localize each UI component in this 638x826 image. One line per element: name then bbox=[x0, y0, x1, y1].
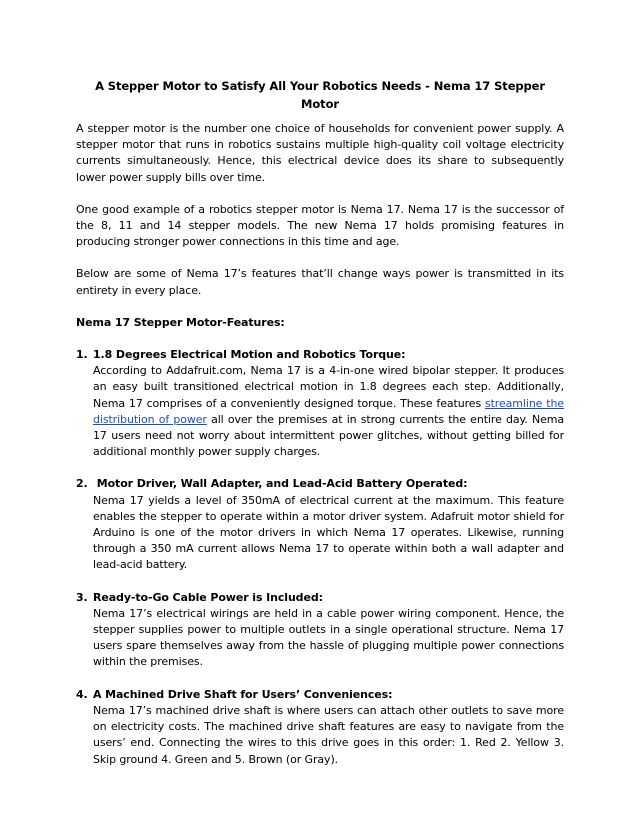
feature-body-text: all over the premises at in strong currents the entire day. Nema 17 users need not worry about intermittent power glitches, without getting billed for additional monthly power supply charges. bbox=[93, 412, 564, 459]
feature-item-4 bbox=[76, 687, 564, 768]
feature-heading-text: A Machined Drive Shaft for Users’ Conveniences: bbox=[93, 687, 393, 701]
feature-heading bbox=[76, 476, 564, 492]
feature-heading bbox=[76, 347, 564, 363]
feature-heading-text: Ready-to-Go Cable Power is Included: bbox=[93, 590, 323, 604]
feature-body: Nema 17’s machined drive shaft is where users can attach other outlets to save more on electricity costs. The machined drive shaft features are easy to navigate from the users’ end. Connecting the wires to this drive goes in this order: 1. Red 2. Yellow 3. Skip ground 4. Green and 5. Brown (or Gray). bbox=[93, 703, 564, 766]
features-intro-paragraph: Below are some of Nema 17’s features that’ll change ways power is transmitted in its entirety in every place. bbox=[76, 267, 564, 297]
document-page bbox=[76, 77, 564, 784]
section-heading: Nema 17 Stepper Motor-Features: bbox=[76, 315, 285, 329]
feature-item-2 bbox=[76, 476, 564, 573]
feature-number: 1. bbox=[76, 348, 88, 362]
feature-body: Nema 17’s electrical wirings are held in a cable power wiring component. Hence, the stepper supplies power to multiple outlets in a single operational structure. Nema 17 users spare themselves away from the hassle of plugging multiple power connections within the premises. bbox=[93, 606, 564, 669]
feature-heading-text: 1.8 Degrees Electrical Motion and Robotics Torque: bbox=[93, 348, 406, 362]
feature-number: 4. bbox=[76, 687, 88, 701]
feature-body-text: According to Addafruit.com, Nema 17 is a 4-in-one wired bipolar stepper. It produces an easy built transitioned electrical motion in 1.8 degrees each step. Additionally, Nema 17 comprises of a conveniently designed torque. These features bbox=[93, 364, 564, 410]
feature-item-3 bbox=[76, 590, 564, 671]
feature-item-1 bbox=[76, 347, 564, 460]
intro-paragraph: A stepper motor is the number one choice of households for convenient power supply. A stepper motor that runs in robotics sustains multiple high-quality coil voltage electricity currents simultaneously. Hence, this electrical device does its share to subsequently lower power supply bills over time. bbox=[76, 122, 564, 184]
feature-body: Nema 17 yields a level of 350mA of electrical current at the maximum. This feature enables the stepper to operate within a motor driver system. Adafruit motor shield for Arduino is one of the motor drivers in which Nema 17 operates. Likewise, running through a 350 mA current allows Nema 17 to operate within both a wall adapter and lead-acid battery. bbox=[93, 493, 564, 572]
feature-heading bbox=[76, 590, 564, 606]
feature-body bbox=[93, 363, 564, 460]
example-paragraph: One good example of a robotics stepper motor is Nema 17. Nema 17 is the successor of the 8, 11 and 14 stepper models. The new Nema 17 holds promising features in producing stronger power connections in this time and age. bbox=[76, 202, 564, 249]
feature-number: 2. bbox=[76, 477, 88, 491]
feature-heading-text: Motor Driver, Wall Adapter, and Lead-Acid Battery Operated: bbox=[93, 477, 468, 491]
document-title: A Stepper Motor to Satisfy All Your Robotics Needs - Nema 17 Stepper Motor bbox=[95, 79, 545, 111]
feature-number: 3. bbox=[76, 590, 88, 604]
streamline-link[interactable]: streamline the distribution of power bbox=[93, 396, 564, 426]
feature-heading bbox=[76, 687, 564, 703]
